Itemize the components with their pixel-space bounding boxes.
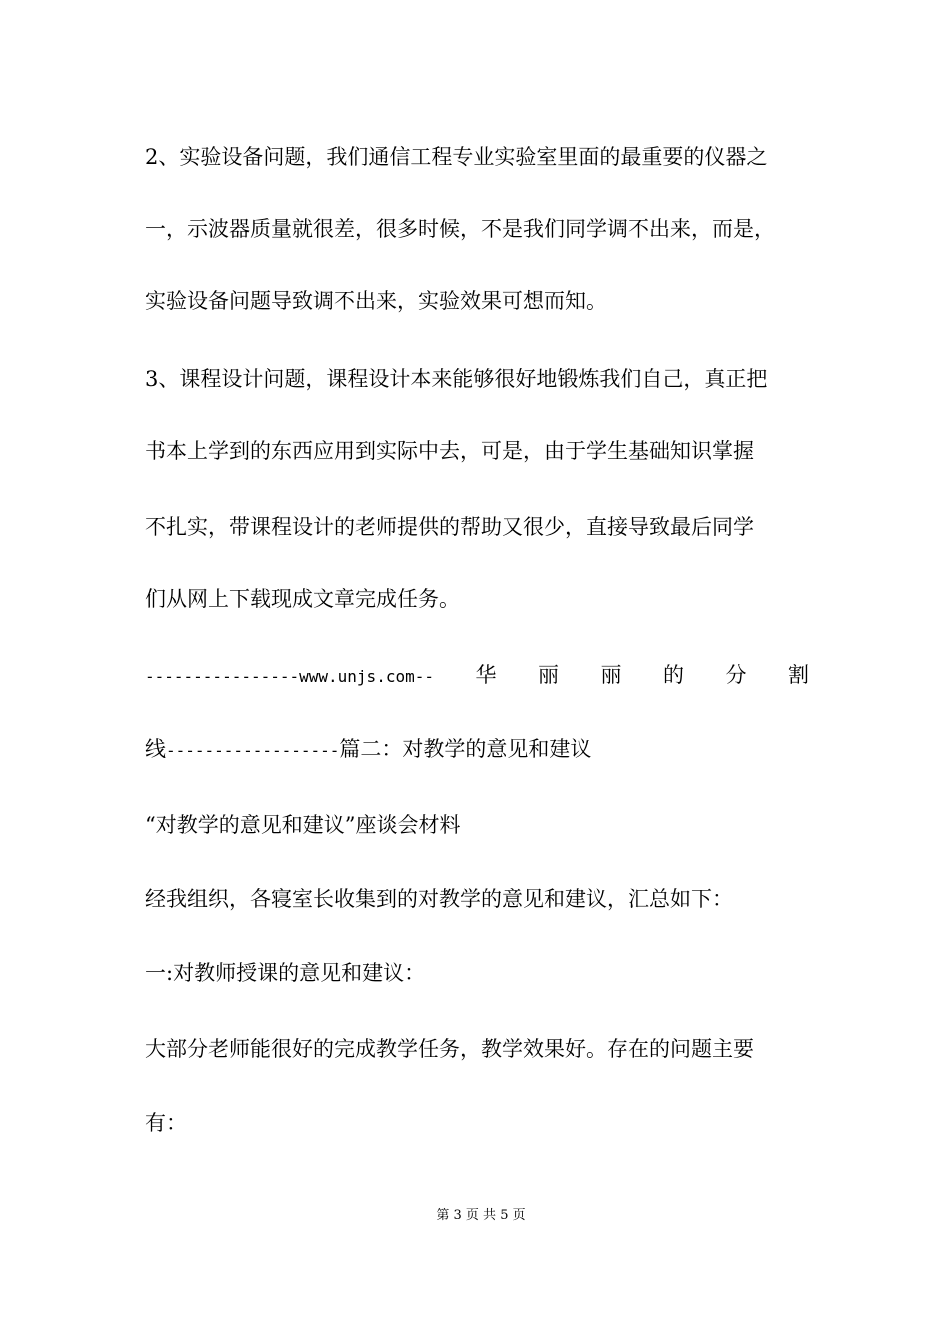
paragraph-line: 实验设备问题导致调不出来，实验效果可想而知。: [145, 289, 607, 313]
paragraph-line: 2、实验设备问题，我们通信工程专业实验室里面的最重要的仪器之: [145, 145, 768, 169]
divider-dashes: ------------------: [166, 741, 340, 760]
document-title: “对教学的意见和建议”座谈会材料: [145, 813, 461, 837]
divider-char: 割: [787, 663, 809, 687]
paragraph-line: 大部分老师能很好的完成教学任务，教学效果好。存在的问题主要: [145, 1037, 754, 1061]
paragraph-line: 们从网上下载现成文章完成任务。: [145, 587, 460, 611]
divider-text: 线: [145, 737, 166, 761]
divider-line: [145, 660, 809, 692]
paragraph-line: 3、课程设计问题，课程设计本来能够很好地锻炼我们自己，真正把: [145, 367, 768, 391]
paragraph-line: 经我组织，各寝室长收集到的对教学的意见和建议，汇总如下：: [145, 887, 733, 911]
section-heading: 篇二：对教学的意见和建议: [339, 737, 592, 761]
paragraph-line: 书本上学到的东西应用到实际中去，可是，由于学生基础知识掌握: [145, 439, 754, 463]
paragraph-line: 有：: [145, 1111, 187, 1135]
divider-char: 丽: [600, 663, 622, 687]
section-heading: 一:对教师授课的意见和建议：: [145, 961, 426, 985]
paragraph-line: 一，示波器质量就很差，很多时候，不是我们同学调不出来，而是，: [145, 217, 775, 241]
divider-char: 分: [725, 663, 747, 687]
divider-line: [145, 734, 809, 766]
page-number: 第 3 页 共 5 页: [436, 1208, 526, 1223]
divider-dashes: ----------------www.unjs.com--: [145, 667, 434, 686]
divider-char: 丽: [537, 663, 559, 687]
divider-char: 的: [662, 663, 684, 687]
divider-char: 华: [475, 663, 497, 687]
paragraph-line: 不扎实，带课程设计的老师提供的帮助又很少，直接导致最后同学: [145, 515, 754, 539]
